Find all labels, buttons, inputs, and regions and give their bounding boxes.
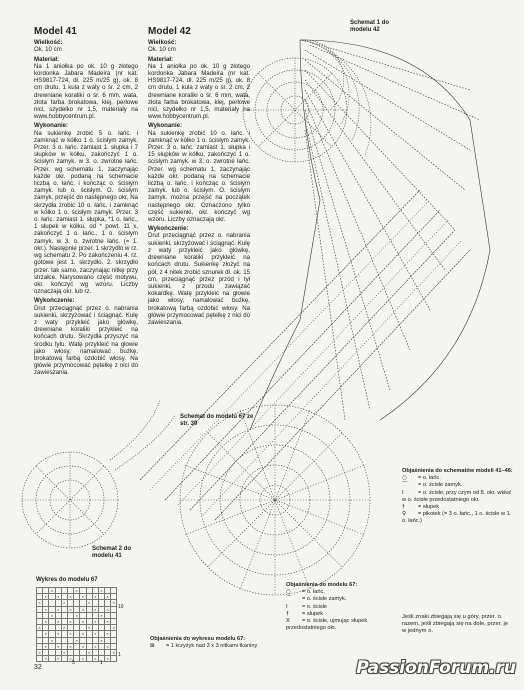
slip-stitch-icon: ⌒ bbox=[286, 596, 292, 603]
grid-cell: × bbox=[69, 643, 72, 649]
grid-cell: × bbox=[94, 643, 97, 649]
schema1-dress-diagram bbox=[250, 40, 490, 430]
grid-row-number: 10 bbox=[118, 604, 124, 610]
model41-execution: Na sukienkę zrobić 5 o. łańc. i zamknąć w kółko 1 o. ścisłym zamyk. Przer. 3 o. łańc. zamiast 1. słupka i 7 słupków w kółku, zakończyć 1 o. ścisłym zamyk. w 3. o. zwrotne łańc. Przer. wg schematu 1, zaczynając każde okr. podaną na schemacie liczbą o. łańc. i kończąc o. ścisłym zamyk. lub o. ścisłym. O. ścisłym zamyk. przejść do następnego okr. Na skrzydła zrobić 10 o. łańc. i zamknąć w kółko 1 o. ścisłym zamyk. Przer. 3 o. łańc. zamiast 1. słupka, *1 o. łańc., 1 słupek w kółku, od * powt. 11 x, zakończyć 1 o. łańc., 1 o. ścisłym zamyk. w 3. o. zwrotne łańc. (= 1. okr.). Następnie przer. 1 skrzydło w rz. wg schematu 2. Po zakończeniu 4. rz. gotowe jest 1. skrzydło. 2. skrzydło przer. tak samo, zaczynając nitkę przy strzałce. Narysowano część motywu, okr. kończyć wg wzoru. Liczby oznaczają okr. lub rz. bbox=[34, 129, 138, 296]
model42-materials-label: Materiał: bbox=[148, 55, 174, 63]
legend-67: Objaśnienia do modelu 67: ○ = o. łańc. ⌒ = o. ścisłe zamyk. I = o. ścisłe † = słupek X = o. ścisłe, ujmując słupek przedostatniego okr. bbox=[286, 582, 398, 632]
model41-execution-label: Wykonanie: bbox=[34, 122, 69, 130]
grid-cell: × bbox=[112, 600, 116, 606]
grid-cell: × bbox=[75, 588, 78, 594]
grid-cell: × bbox=[100, 637, 103, 643]
picot-icon: ♀ bbox=[402, 511, 407, 518]
cross-stitch-icon: X bbox=[286, 618, 290, 625]
model42-execution: Na sukienkę zrobić 10 o. łańc. i zamknąć w kółko 1 o. ścisłym zamyk. Przer. 3 o. łańc. zamiast 1. słupka i 15 słupków w kółku, zakończyć 1 o. ścisłym zamyk. w 3. o. zwrotne łańc. Przer. wg schematu 1, zaczynając każde okr. podaną na schemacie liczbą o. łańc. i kończąc o. ścisłym zamyk. lub o. ścisłym. O. ścisłym zamyk. można przejść na początek następnego okr. Oznaczono tylko część sukienki, okr. kończyć wg wzoru. Liczby oznaczają okr. bbox=[148, 129, 250, 224]
legend-41-46-title: Objaśnienia do schematów modeli 41–46: bbox=[402, 468, 513, 474]
model41-finishing-label: Wykończenie: bbox=[34, 297, 75, 305]
model41-materials: Na 1 aniołka po ok. 10 g złotego kordonka Jabara Madeira (nr kat. HS9817-724, dł. 225 m/25 g), ok. 8 cm drutu, 1 kula z waty o śr. 2 cm, 2 drewniane koraliki o śr. 6 mm, wata, złota farba brokatowa, klej, perłowe nici, szydełko nr 1,5, materiały na www.hobbycentrum.pl. bbox=[34, 62, 138, 121]
model41-title: Model 41 bbox=[34, 26, 77, 37]
legend-41-46-item: ⌒ = o. ścisłe zamyk. bbox=[402, 482, 463, 489]
grid-cell: × bbox=[94, 619, 97, 625]
model42-execution-label: Wykonanie: bbox=[148, 122, 183, 130]
grid-cell: × bbox=[87, 600, 91, 606]
cross-stitch-chart bbox=[36, 587, 117, 662]
grid-cell: × bbox=[63, 649, 66, 655]
grid-cell: × bbox=[69, 619, 72, 625]
grid-cell: × bbox=[56, 606, 60, 612]
grid-cell: × bbox=[94, 656, 97, 662]
legend-41-46 bbox=[402, 468, 514, 526]
grid-cell: × bbox=[44, 606, 47, 612]
model42-size-label: Wielkość: bbox=[148, 39, 177, 47]
page-number: 32 bbox=[34, 664, 42, 671]
grid-cell: × bbox=[44, 631, 47, 637]
grid-cell: × bbox=[50, 588, 54, 594]
grid-cell: × bbox=[81, 631, 85, 637]
grid-cell: × bbox=[100, 588, 103, 594]
grid-cell: × bbox=[44, 656, 47, 662]
grid-cell: × bbox=[56, 656, 60, 662]
model41-materials-label: Materiał: bbox=[34, 55, 60, 63]
grid-cell: × bbox=[106, 631, 109, 637]
grid-cell: × bbox=[87, 625, 91, 631]
model42-finishing-label: Wykończenie: bbox=[148, 225, 189, 233]
double-crochet-icon: † bbox=[402, 504, 405, 511]
grid-cell: × bbox=[81, 606, 85, 612]
schema67-label: Schemat do modelu 67 ze str. 39 bbox=[180, 414, 254, 427]
grid-cell: × bbox=[56, 619, 60, 625]
grid-cell: × bbox=[81, 656, 85, 662]
schema1-motif-circle bbox=[243, 58, 347, 162]
grid-cell: × bbox=[69, 594, 72, 600]
model41-size: Ok. 10 cm bbox=[34, 46, 62, 54]
single-crochet-icon: I bbox=[402, 489, 404, 496]
cross-stitch-grid bbox=[36, 587, 117, 662]
grid-cell: × bbox=[112, 625, 116, 631]
grid-col-number: 1 bbox=[100, 660, 103, 666]
grid-cell: × bbox=[44, 594, 47, 600]
grid-cell: × bbox=[106, 619, 109, 625]
grid-cell: × bbox=[69, 631, 72, 637]
legend-wykres: Objaśnienia do wykresu modelu 67: ⊠ = 1 krzyżyk nad 3 x 3 nitkami tkaniny bbox=[150, 636, 280, 650]
grid-cell: × bbox=[81, 594, 85, 600]
grid-cell: × bbox=[112, 649, 116, 655]
grid-cell: × bbox=[44, 643, 47, 649]
grid-cell: × bbox=[38, 600, 41, 606]
grid-cell: × bbox=[44, 619, 47, 625]
slip-stitch-icon: ⌒ bbox=[402, 482, 408, 489]
grid-cell bbox=[111, 656, 117, 662]
grid-cell: × bbox=[38, 649, 41, 655]
model41-finishing: Drut przeciągnąć przez o. nabrania sukienki, skrzyżować i ściągnąć. Kulę z waty przykleić jako główkę, drewniane koraliki przykleić na końcach drutu. Skrzydła przyszyć na środku tyłu. Watę przykleić na głowie jako włosy, namalować bużkę, brokatową farbą ozdobić włosy. Na główie przymocować pętelkę z nici do zawieszania. bbox=[34, 304, 138, 377]
grid-cell: × bbox=[69, 606, 72, 612]
grid-cell: × bbox=[69, 656, 72, 662]
legend-67-title: Objaśnienia do modelu 67: bbox=[286, 582, 358, 588]
grid-cell: × bbox=[87, 649, 91, 655]
grid-cell: × bbox=[56, 631, 60, 637]
grid-cell: × bbox=[94, 594, 97, 600]
legend-41-46-item: ♀ = pikotek (= 3 o. łańc., 1 o. ścisłe w 1. o. łańc.) bbox=[402, 511, 512, 525]
grid-cell: × bbox=[100, 612, 103, 618]
grid-row-number: 1 bbox=[118, 652, 121, 658]
grid-cell: × bbox=[94, 631, 97, 637]
grid-cell: × bbox=[75, 612, 78, 618]
chain-stitch-icon: ○ bbox=[402, 475, 407, 482]
schema2-label: Schemat 2 do modelu 41 bbox=[92, 546, 132, 559]
grid-cell: × bbox=[75, 637, 78, 643]
grid-cell: × bbox=[106, 606, 109, 612]
legend-41-46-item: ○ = o. łańc. bbox=[402, 475, 441, 482]
schema1-label: Schemat 1 do modelu 42 bbox=[350, 20, 390, 33]
grid-cell: × bbox=[50, 612, 54, 618]
watermark: PassionForum.ru bbox=[356, 658, 516, 678]
model42-materials: Na 1 aniołka po ok. 10 g złotego kordonka Jabara Madeira (nr kat. HS9817-724, dł. 225 m/25 g), ok. 8 cm drutu, 1 kula z waty o śr. 2 cm, 2 drewniane koraliki o śr. 6 mm, wata, złota farba brokatowa, klej, perłowe nici, szydełko nr 1,5, materiały na www.hobbycentrum.pl. bbox=[148, 62, 250, 121]
cross-square-icon: ⊠ bbox=[150, 643, 155, 650]
chain-stitch-icon: ○ bbox=[286, 589, 291, 596]
model42-finishing: Drut przeciągnąć przez o. nabrania sukienki, skrzyżować i ściągnąć. Kulę z waty przykleić jako główkę, drewniane koraliki przykleić na końcach drutu. Sukienkę złożyć na pół, z 4 nitek zrobić sznurek dł. ok. 15 cm, przeciągnąć przez przód i tył sukienki, z przodu zawiązać kokardkę. Watę przykleić na głowie jako włosy, namalować bużkę, brokatową farbą ozdobić włosy. Na główie przymocować pętelkę z nici do zawieszania. bbox=[148, 232, 250, 326]
grid-cell: × bbox=[81, 619, 85, 625]
model41-size-label: Wielkość: bbox=[34, 39, 63, 47]
grid-cell: × bbox=[38, 625, 41, 631]
schema2-wing-diagram bbox=[22, 400, 175, 548]
model42-title: Model 42 bbox=[148, 26, 191, 37]
grid-cell: × bbox=[56, 594, 60, 600]
wykres-label: Wykres do modelu 67 bbox=[36, 577, 98, 583]
grid-cell: × bbox=[50, 637, 54, 643]
schema67-round-motif bbox=[180, 405, 370, 595]
legend-wykres-title: Objaśnienia do wykresu modelu 67: bbox=[150, 636, 246, 642]
grid-cell: × bbox=[106, 594, 109, 600]
grid-col-number: 5 bbox=[72, 660, 75, 666]
grid-cell: × bbox=[106, 656, 109, 662]
grid-cell: × bbox=[106, 643, 109, 649]
double-crochet-icon: † bbox=[286, 610, 289, 617]
legend-41-46-item: I = o. ścisłe, przy czym od 8. okr. wkłuć w o. ścisłe przedostatniego okr. bbox=[402, 489, 512, 503]
model42-size: Ok. 10 cm bbox=[148, 46, 176, 54]
grid-cell: × bbox=[63, 600, 66, 606]
grid-cell: × bbox=[63, 625, 66, 631]
legend-41-46-item: † = słupek bbox=[402, 504, 439, 511]
grid-cell: × bbox=[81, 643, 85, 649]
single-crochet-icon: I bbox=[286, 603, 288, 610]
grid-cell: × bbox=[56, 643, 60, 649]
stitch-note: Jeśli znaki zbiegają się u góry, przer. o. razem, jeśli zbiegają się na dole, przer. je w jednym o. bbox=[402, 614, 509, 635]
grid-cell: × bbox=[94, 606, 97, 612]
grid-row bbox=[37, 656, 117, 662]
